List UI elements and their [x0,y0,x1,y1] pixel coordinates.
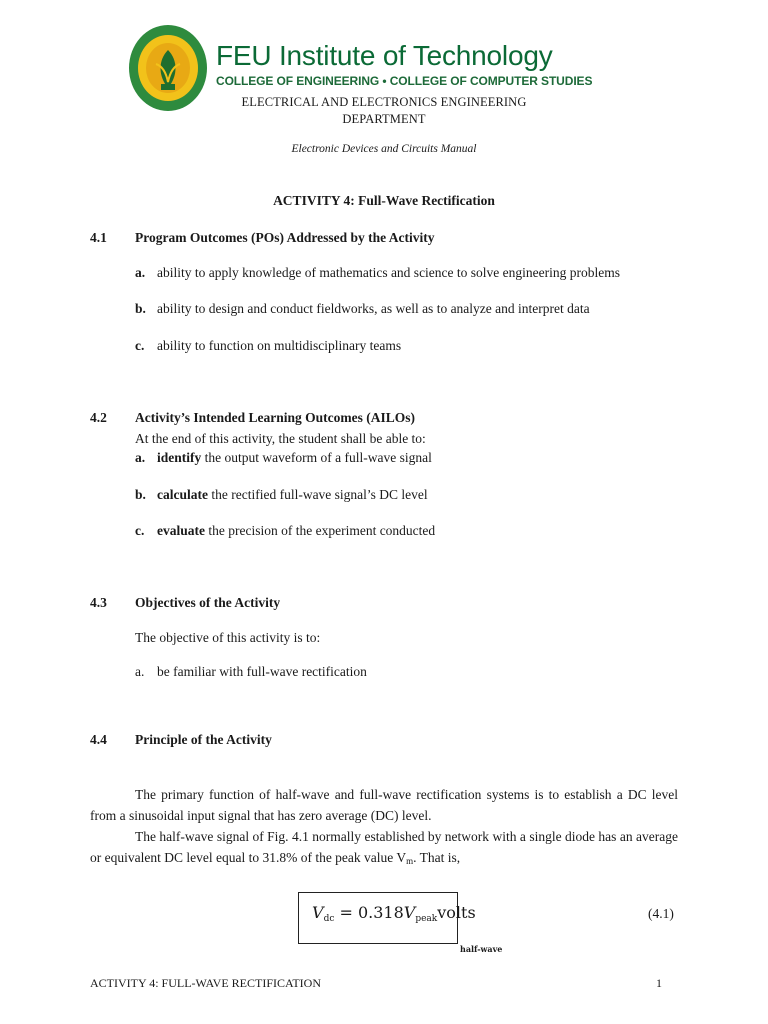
po-item-b [135,301,590,317]
section-4-1-number: 4.1 [90,230,107,245]
footer-activity-title: ACTIVITY 4: FULL-WAVE RECTIFICATION [90,976,321,990]
department-line-2: DEPARTMENT [342,112,426,126]
section-4-1-title: Program Outcomes (POs) Addressed by the Activity [135,230,435,245]
section-4-4-title: Principle of the Activity [135,732,272,747]
activity-title: ACTIVITY 4: Full-Wave Rectification [273,193,495,208]
equation-4-1 [312,903,476,924]
ailo-item-b-letter: b. [135,487,146,502]
principle-paragraph-1: The primary function of half-wave and full-wave rectification systems is to establish a DC level from a sinusoidal input signal that has zero average (DC) level. [90,787,678,823]
ailo-item-b [135,487,428,503]
ailo-intro: At the end of this activity, the student shall be able to: [135,431,426,446]
ailo-item-c-letter: c. [135,523,145,538]
ailo-item-c [135,523,435,539]
principle-paragraph-2-end: . That is, [413,850,461,865]
objective-item-a-letter: a. [135,664,145,679]
department-line-1: ELECTRICAL AND ELECTRONICS ENGINEERING [241,95,527,109]
equation-unit: volts [437,903,476,922]
section-4-2-number: 4.2 [90,410,107,425]
equation-equals: = 0.318 [334,903,404,922]
ailo-item-b-text: the rectified full-wave signal’s DC level [207,487,428,502]
section-4-4-number: 4.4 [90,732,107,747]
ailo-item-a-verb: identify [157,450,202,465]
institute-name: FEU Institute of Technology [216,40,553,71]
po-item-a-text: ability to apply knowledge of mathematics and science to solve engineering problems [157,265,620,280]
equation-lhs-sub: dc [323,914,335,924]
po-item-b-text: ability to design and conduct fieldworks, as well as to analyze and interpret data [157,301,590,316]
ailo-item-a-text: the output waveform of a full-wave signal [201,450,432,465]
objective-item-a-text: be familiar with full-wave rectification [157,664,367,679]
principle-paragraph-2-sub: m [406,856,414,866]
ailo-item-c-text: the precision of the experiment conducted [205,523,436,538]
ailo-item-a [135,450,432,466]
po-item-a [135,265,620,281]
equation-note: half-wave [460,944,503,954]
section-4-3-title: Objectives of the Activity [135,595,281,610]
po-item-c [135,338,401,354]
equation-number: (4.1) [648,906,674,921]
principle-paragraph-2 [90,826,678,872]
ailo-item-b-verb: calculate [157,487,208,502]
po-item-b-letter: b. [135,301,146,316]
po-item-c-text: ability to function on multidisciplinary teams [157,338,402,353]
footer-page-number: 1 [656,976,662,990]
manual-title: Electronic Devices and Circuits Manual [291,143,477,155]
ailo-item-a-letter: a. [135,450,146,465]
po-item-c-letter: c. [135,338,145,353]
ailo-item-c-verb: evaluate [157,523,205,538]
objective-item-a [135,664,367,680]
principle-paragraph-2-main: The half-wave signal of Fig. 4.1 normally established by network with a single diode has an average or equivalent DC level equal to 31.8% of the peak value V [90,829,678,865]
equation-rhs-sub: peak [415,914,438,924]
po-item-a-letter: a. [135,265,146,280]
equation-rhs: V [403,903,416,922]
colleges-line: COLLEGE OF ENGINEERING • COLLEGE OF COMPUTER STUDIES [216,74,593,88]
section-4-3-number: 4.3 [90,595,107,610]
objectives-intro: The objective of this activity is to: [135,630,321,645]
section-4-2-title: Activity’s Intended Learning Outcomes (AILOs) [135,410,415,425]
equation-lhs: V [312,903,324,922]
